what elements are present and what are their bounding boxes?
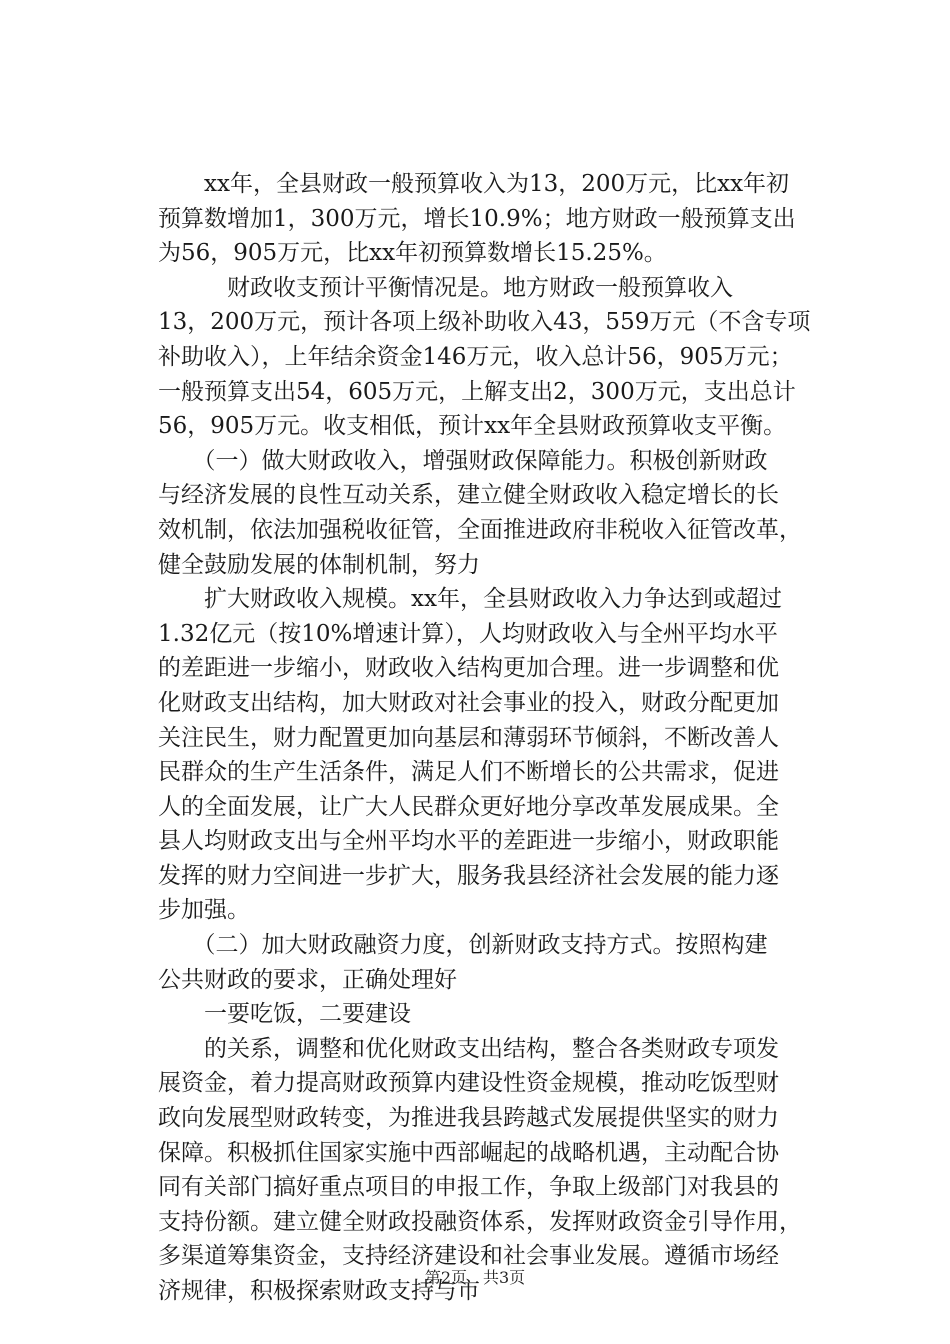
text-line: 同有关部门搞好重点项目的申报工作，争取上级部门对我县的 <box>158 1174 779 1201</box>
text-line: 发挥的财力空间进一步扩大，服务我县经济社会发展的能力逐 <box>158 862 779 889</box>
text-line: 一般预算支出54，605万元，上解支出2，300万元，支出总计 <box>158 378 796 405</box>
text-line: 与经济发展的良性互动关系，建立健全财政收入稳定增长的长 <box>158 482 779 509</box>
page-footer: 第2页 共3页 <box>424 1268 526 1287</box>
text-line: 扩大财政收入规模。xx年，全县财政收入力争达到或超过 <box>158 586 782 613</box>
text-line: 关注民生，财力配置更加向基层和薄弱环节倾斜，不断改善人 <box>158 724 779 751</box>
text-line: 化财政支出结构，加大财政对社会事业的投入，财政分配更加 <box>158 689 779 716</box>
text-line: 56，905万元。收支相低，预计xx年全县财政预算收支平衡。 <box>158 413 787 440</box>
text-line: xx年，全县财政一般预算收入为13，200万元，比xx年初 <box>158 171 790 197</box>
text-line: （二）加大财政融资力度，创新财政支持方式。按照构建 <box>158 932 768 959</box>
text-line: 人的全面发展，让广大人民群众更好地分享改革发展成果。全 <box>158 793 779 820</box>
text-line: 步加强。 <box>158 897 250 924</box>
text-line: 补助收入），上年结余资金146万元，收入总计56，905万元； <box>158 343 793 370</box>
text-line: （一）做大财政收入，增强财政保障能力。积极创新财政 <box>158 447 768 474</box>
text-line: 政向发展型财政转变，为推进我县跨越式发展提供坚实的财力 <box>158 1105 779 1132</box>
text-line: 展资金，着力提高财政预算内建设性资金规模，推动吃饭型财 <box>158 1070 779 1097</box>
text-line: 的关系，调整和优化财政支出结构，整合各类财政专项发 <box>158 1035 779 1062</box>
text-line: 一要吃饭，二要建设 <box>158 1001 411 1028</box>
text-line: 13，200万元，预计各项上级补助收入43，559万元（不含专项 <box>158 309 811 336</box>
text-line: 效机制，依法加强税收征管，全面推进政府非税收入征管改革， <box>158 516 802 543</box>
text-line: 支持份额。建立健全财政投融资体系，发挥财政资金引导作用， <box>158 1208 802 1235</box>
text-line: 民群众的生产生活条件，满足人们不断增长的公共需求，促进 <box>158 759 779 786</box>
text-line: 健全鼓励发展的体制机制，努力 <box>158 551 480 578</box>
text-line: 预算数增加1，300万元，增长10.9%；地方财政一般预算支出 <box>158 205 796 232</box>
text-line: 保障。积极抓住国家实施中西部崛起的战略机遇，主动配合协 <box>158 1139 779 1166</box>
text-line: 多渠道筹集资金，支持经济建设和社会事业发展。遵循市场经 <box>158 1243 779 1270</box>
text-line: 公共财政的要求，正确处理好 <box>158 966 457 993</box>
text-line: 济规律，积极探索财政支持与市 <box>158 1278 480 1304</box>
text-line: 财政收支预计平衡情况是。地方财政一般预算收入 <box>158 274 733 301</box>
text-line: 县人均财政支出与全州平均水平的差距进一步缩小，财政职能 <box>158 828 779 855</box>
text-line: 为56，905万元，比xx年初预算数增长15.25%。 <box>158 240 667 267</box>
document-body <box>158 167 811 1309</box>
text-line: 的差距进一步缩小，财政收入结构更加合理。进一步调整和优 <box>158 655 779 682</box>
text-line: 1.32亿元（按10%增速计算），人均财政收入与全州平均水平 <box>158 620 778 647</box>
